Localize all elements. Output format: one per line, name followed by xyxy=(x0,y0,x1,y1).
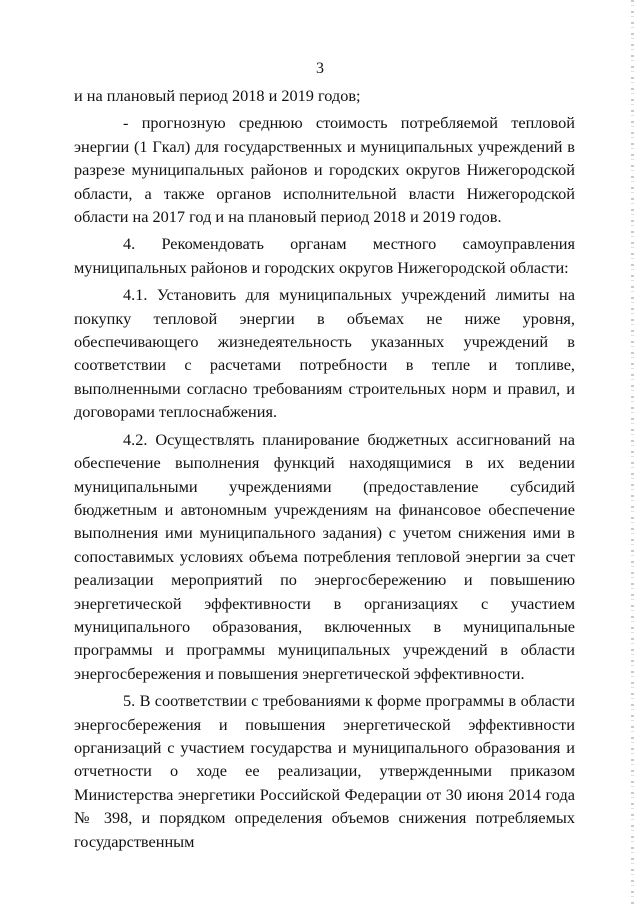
paragraph-continuation: и на плановый период 2018 и 2019 годов; xyxy=(74,86,361,105)
paragraph-item-4-1: 4.1. Установить для муниципальных учреждений лимиты на покупку тепловой энергии в объемах не ниже уровня, обеспечивающего жизнедеятельность указанных учреждений в соответствии с расчетами потребности в тепле и топливе, выполненными согласно требованиям строительных норм и правил, и договорами теплоснабжения. xyxy=(74,285,575,422)
paragraph-item-5: 5. В соответствии с требованиями к форме программы в области энергосбережения и повышения энергетической эффективности организаций с участием государства и муниципального образования и отчетности о ходе ее реализации, утвержденными приказом Министерства энергетики Российской Федерации от 30 июня 2014 года № 398, и порядком определения объемов снижения потребляемых государственным xyxy=(74,691,575,851)
paragraph-item-4-2: 4.2. Осуществлять планирование бюджетных ассигнований на обеспечение выполнения функций находящимися в их ведении муниципальными учреждениями (предоставление субсидий бюджетным и автономным учреждениям на финансовое обеспечение выполнения ими муниципального задания) с учетом снижения ими в сопоставимых условиях объема потребления тепловой энергии за счет реализации мероприятий по энергосбережению и повышению энергетической эффективности в организациях с участием муниципального образования, включенных в муниципальные программы и программы муниципальных учреждений в области энергосбережения и повышения энергетической эффективности. xyxy=(74,429,575,683)
page-number: 3 xyxy=(316,60,324,77)
document-body xyxy=(74,84,575,853)
scan-edge-artifact xyxy=(631,0,634,905)
paragraph-item-4: 4. Рекомендовать органам местного самоуправления муниципальных районов и городских округов Нижегородской области: xyxy=(74,234,575,277)
paragraph-list-item: - прогнозную среднюю стоимость потребляемой тепловой энергии (1 Гкал) для государственных и муниципальных учреждений в разрезе муниципальных районов и городских округов Нижегородской области, а также органов исполнительной власти Нижегородской области на 2017 год и на плановый период 2018 и 2019 годов. xyxy=(74,113,575,227)
